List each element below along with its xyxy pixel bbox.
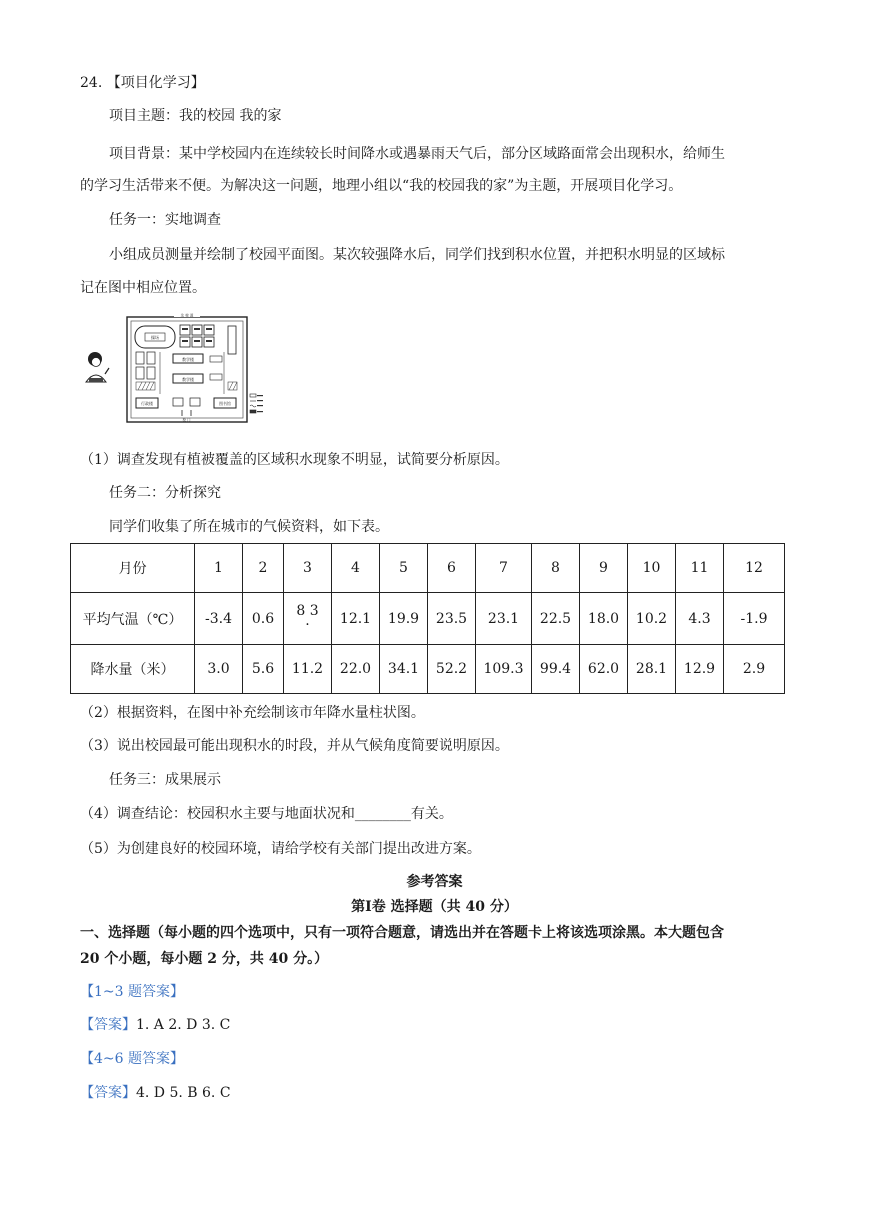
month-cell: 5: [380, 544, 428, 593]
month-cell: 12: [724, 544, 785, 593]
precip-cell: 99.4: [532, 645, 580, 694]
svg-text:教学楼: 教学楼: [182, 357, 194, 362]
project-background-line2: 的学习生活带来不便。为解决这一问题，地理小组以“我的校园我的家”为主题，开展项目化学习。: [80, 178, 683, 194]
month-cell: 8: [532, 544, 580, 593]
svg-text:校 门: 校 门: [182, 418, 191, 422]
precip-header-cell: 降水量（米）: [71, 645, 195, 694]
answer-text: 1. A 2. D 3. C: [136, 1017, 231, 1033]
question-3: （3）说出校园最可能出现积水的时段，并从气候角度简要说明原因。: [80, 738, 509, 754]
precip-cell: 28.1: [628, 645, 676, 694]
temp-cell: 23.1: [476, 593, 532, 645]
answer-tag: 【答案】: [80, 1085, 136, 1101]
temp-cell: -1.9: [724, 593, 785, 645]
table-row: [71, 593, 785, 645]
task1-line1: 小组成员测量并绘制了校园平面图。某次较强降水后，同学们找到积水位置，并把积水明显的区域标: [109, 247, 725, 263]
answer-tag: 【答案】: [80, 1017, 136, 1033]
temp-cell: 0.6: [243, 593, 284, 645]
precip-cell: 11.2: [284, 645, 332, 694]
precip-cell: 12.9: [676, 645, 724, 694]
month-cell: 6: [428, 544, 476, 593]
project-theme: 项目主题：我的校园 我的家: [109, 108, 282, 124]
temp-cell: -3.4: [195, 593, 243, 645]
svg-text:操场: 操场: [151, 335, 159, 340]
question-1: （1）调查发现有植被覆盖的区域积水现象不明显，试简要分析原因。: [80, 452, 509, 468]
svg-text:行政楼: 行政楼: [141, 401, 153, 406]
temp-cell: 18.0: [580, 593, 628, 645]
precip-cell: 22.0: [332, 645, 380, 694]
question-5: （5）为创建良好的校园环境，请给学校有关部门提出改进方案。: [80, 841, 481, 857]
instruction-line2: 20 个小题，每小题 2 分，共 40 分。）: [80, 951, 329, 967]
month-cell: 2: [243, 544, 284, 593]
precip-cell: 52.2: [428, 645, 476, 694]
split-value: 8 3 ·: [296, 603, 319, 633]
table-row: [71, 544, 785, 593]
precip-cell: 3.0: [195, 645, 243, 694]
project-background-line1: 项目背景：某中学校园内在连续较长时间降水或遇暴雨天气后，部分区域路面常会出现积水，给师生: [109, 146, 725, 162]
month-header-cell: 月份: [71, 544, 195, 593]
answer-group2: [80, 1083, 231, 1103]
month-cell: 4: [332, 544, 380, 593]
month-cell: 1: [195, 544, 243, 593]
climate-table: [70, 543, 785, 694]
campus-plan-figure: [78, 312, 264, 424]
temp-cell: 22.5: [532, 593, 580, 645]
svg-text:教学楼: 教学楼: [182, 377, 194, 382]
question-4: （4）调查结论：校园积水主要与地面状况和________有关。: [80, 806, 453, 822]
task3-title: 任务三：成果展示: [109, 772, 221, 788]
temp-cell: 23.5: [428, 593, 476, 645]
precip-cell: 5.6: [243, 645, 284, 694]
answer-group2-label: 【4~6 题答案】: [80, 1051, 184, 1067]
answers-title: 参考答案: [406, 874, 463, 890]
section-title: 第Ⅰ卷 选择题（共 40 分）: [351, 899, 518, 915]
temp-header-cell: 平均气温（℃）: [71, 593, 195, 645]
task1-line2: 记在图中相应位置。: [80, 280, 206, 296]
temp-cell: 10.2: [628, 593, 676, 645]
answer-group1-label: 【1~3 题答案】: [80, 984, 184, 1000]
student-figure-icon: [86, 352, 109, 382]
question-number: 24. 【项目化学习】: [80, 75, 205, 91]
temp-cell: 4.3: [676, 593, 724, 645]
precip-cell: 2.9: [724, 645, 785, 694]
temp-cell: 12.1: [332, 593, 380, 645]
answer-group1: [80, 1015, 230, 1035]
table-row: [71, 645, 785, 694]
answer-text: 4. D 5. B 6. C: [136, 1085, 231, 1101]
month-cell: 10: [628, 544, 676, 593]
month-cell: 3: [284, 544, 332, 593]
svg-text:图书馆: 图书馆: [219, 401, 231, 406]
month-cell: 7: [476, 544, 532, 593]
temp-cell: 19.9: [380, 593, 428, 645]
question-2: （2）根据资料，在图中补充绘制该市年降水量柱状图。: [80, 705, 425, 721]
month-cell: 11: [676, 544, 724, 593]
task1-title: 任务一：实地调查: [109, 212, 221, 228]
instruction-line1: 一、选择题（每小题的四个选项中，只有一项符合题意，请选出并在答题卡上将该选项涂黑。本大题包含: [80, 925, 724, 941]
task2-title: 任务二：分析探究: [109, 485, 221, 501]
svg-text:北 校 道: 北 校 道: [180, 313, 194, 318]
precip-cell: 109.3: [476, 645, 532, 694]
precip-cell: 62.0: [580, 645, 628, 694]
task2-intro: 同学们收集了所在城市的气候资料，如下表。: [109, 519, 389, 535]
month-cell: 9: [580, 544, 628, 593]
temp-cell: [284, 593, 332, 645]
precip-cell: 34.1: [380, 645, 428, 694]
